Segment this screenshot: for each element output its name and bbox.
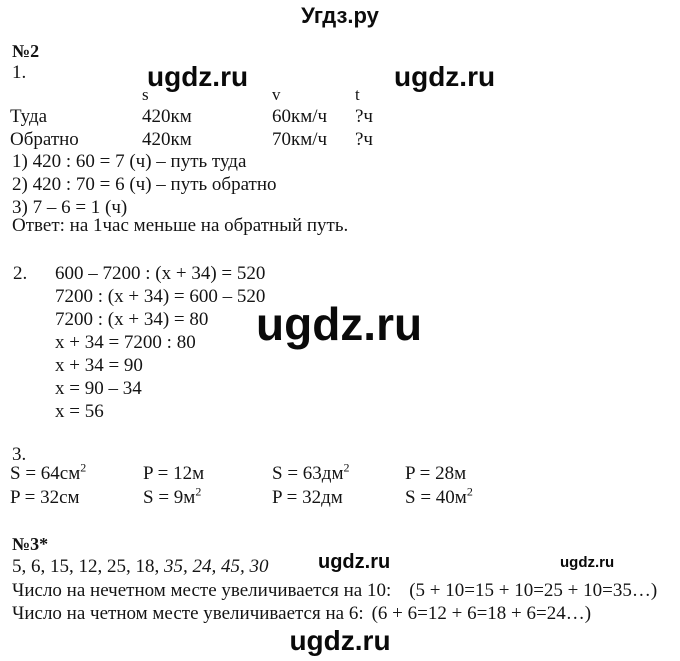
sequence-italic: 35, 24, 45, 30: [164, 556, 269, 577]
part1-label: 1.: [12, 62, 27, 83]
measurement-sup: 2: [195, 484, 202, 499]
equation-line: 7200 : (х + 34) = 600 – 520: [55, 286, 266, 307]
measurement-text: S = 64см: [10, 463, 81, 484]
table-cell: 70км/ч: [272, 129, 328, 150]
sequence-normal: 5, 6, 15, 12, 25, 18,: [12, 556, 164, 577]
measurement-cell: [272, 487, 343, 509]
measurement-sup: 2: [80, 460, 87, 475]
measurement-sup: 2: [466, 484, 473, 499]
measurement-text: P = 28м: [405, 463, 467, 484]
measurement-text: P = 12м: [143, 463, 205, 484]
solution-step: 3) 7 – 6 = 1 (ч): [12, 197, 128, 218]
equation-line: х = 56: [55, 401, 104, 422]
table-cell: ?ч: [355, 106, 373, 127]
site-title: Угдз.ру: [301, 3, 379, 28]
watermark: ugdz.ru: [560, 554, 615, 571]
equation-line: х + 34 = 7200 : 80: [55, 332, 196, 353]
task3-heading: №3*: [12, 534, 49, 554]
measurement-cell: [272, 460, 350, 485]
table-row-label: Туда: [10, 106, 48, 127]
measurement-text: P = 32см: [10, 487, 80, 508]
table-header-v: v: [272, 85, 281, 104]
measurement-cell: [405, 463, 466, 485]
watermark: ugdz.ru: [318, 551, 391, 573]
watermark: ugdz.ru: [147, 61, 249, 92]
table-row-label: Обратно: [10, 129, 79, 150]
measurement-cell: [143, 463, 204, 485]
measurement-cell: [10, 487, 80, 509]
measurement-cell: [405, 484, 473, 509]
answer-line: Ответ: на 1час меньше на обратный путь.: [12, 215, 349, 236]
sequence-line: [12, 556, 269, 578]
table-cell: 420км: [142, 106, 192, 127]
watermark: ugdz.ru: [394, 61, 496, 92]
task2-heading: №2: [12, 41, 40, 61]
rule-line: [12, 603, 591, 625]
table-header-s: s: [142, 85, 149, 104]
rule-formula: (5 + 10=15 + 10=25 + 10=35…): [409, 580, 658, 601]
rule-label: Число на нечетном месте увеличивается на 10:: [12, 580, 392, 601]
watermark: ugdz.ru: [256, 298, 423, 350]
table-cell: 60км/ч: [272, 106, 328, 127]
part2-label: 2.: [13, 263, 28, 284]
measurement-text: P = 32дм: [272, 487, 343, 508]
equation-line: х = 90 – 34: [55, 378, 142, 399]
solution-step: 2) 420 : 70 = 6 (ч) – путь обратно: [12, 174, 277, 195]
measurement-text: S = 40м: [405, 487, 467, 508]
measurement-text: S = 63дм: [272, 463, 344, 484]
measurement-cell: [10, 460, 87, 485]
measurement-cell: [143, 484, 202, 509]
rule-formula: (6 + 6=12 + 6=18 + 6=24…): [371, 603, 592, 624]
measurement-text: S = 9м: [143, 487, 196, 508]
equation-line: 7200 : (х + 34) = 80: [55, 309, 209, 330]
equation-line: 600 – 7200 : (х + 34) = 520: [55, 263, 266, 284]
part3-label: 3.: [12, 444, 27, 465]
solution-step: 1) 420 : 60 = 7 (ч) – путь туда: [12, 151, 247, 172]
table-header-t: t: [355, 85, 360, 104]
measurement-sup: 2: [343, 460, 350, 475]
rule-label: Число на четном месте увеличивается на 6:: [12, 603, 364, 624]
rule-line: [12, 580, 657, 602]
equation-line: х + 34 = 90: [55, 355, 143, 376]
watermark: ugdz.ru: [289, 625, 391, 656]
table-cell: ?ч: [355, 129, 373, 150]
table-cell: 420км: [142, 129, 192, 150]
